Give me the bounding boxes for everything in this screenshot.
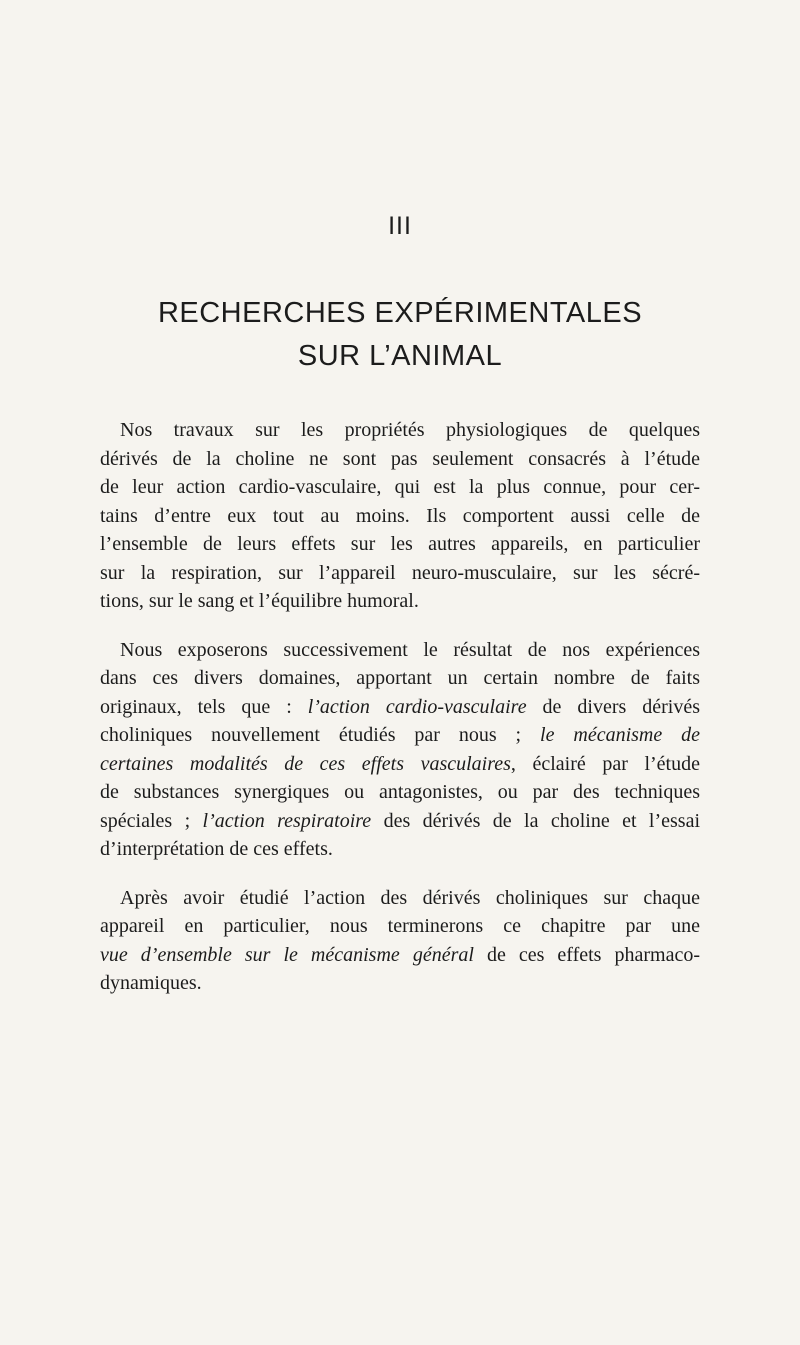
text-run: d’interprétation de ces effets. [100,838,333,860]
text-run: originaux, tels que : [100,695,308,718]
text-run: spéciales ; [100,809,203,832]
paragraph-1 [100,416,700,616]
text-run: Nous exposerons successivement le résultat de nos expériences [120,638,700,661]
text-line [100,778,700,807]
text-line [100,693,700,722]
chapter-number: III [388,212,412,240]
text-run: des dérivés de la choline et l’essai [371,809,700,832]
paragraph-3 [100,884,700,998]
text-run: sur la respiration, sur l’appareil neuro-musculaire, sur les sécré- [100,561,700,584]
text-run: Nos travaux sur les propriétés physiologiques de quelques [120,419,700,441]
text-run: tions, sur le sang et l’équilibre humoral. [100,590,419,612]
text-line [100,559,700,588]
text-run: de ces effets pharmaco- [473,943,701,966]
text-run: de divers dérivés [526,695,700,718]
text-line [100,807,700,836]
text-line [100,664,700,693]
text-line [100,636,700,665]
body-text [100,416,700,998]
text-line [100,750,700,779]
text-line [100,969,700,998]
text-line [100,721,700,750]
text-line [100,884,700,913]
text-line [100,530,700,559]
italic-phrase: certaines modalités de ces effets vasculaires [100,752,511,775]
text-line [100,835,700,864]
text-run: dans ces divers domaines, apportant un certain nombre de faits [100,667,700,689]
text-run: , éclairé par l’étude [510,752,700,775]
text-line [100,445,700,474]
text-line [100,473,700,502]
text-line [100,587,700,616]
text-run: choliniques nouvellement étudiés par nous ; [100,724,541,746]
chapter-title-line-2: SUR L’ANIMAL [297,340,503,372]
text-line [100,941,700,970]
text-line [100,502,700,531]
text-run: Après avoir étudié l’action des dérivés choliniques sur chaque [120,886,700,909]
text-run: de substances synergiques ou antagonistes, ou par des techniques [100,781,700,803]
italic-phrase: l’action cardio-vasculaire [307,695,527,718]
chapter-title [0,292,800,378]
text-run: l’ensemble de leurs effets sur les autres appareils, en particulier [100,533,700,555]
italic-phrase: le mécanisme de [540,724,701,746]
text-run: tains d’entre eux tout au moins. Ils comportent aussi celle de [100,504,700,527]
text-run: dérivés de la choline ne sont pas seulement consacrés à l’étude [100,447,700,470]
text-line [100,912,700,941]
chapter-title-line-1: RECHERCHES EXPÉRIMENTALES [157,297,643,329]
italic-phrase: l’action respiratoire [202,809,372,832]
italic-phrase: vue d’ensemble sur le mécanisme général [100,943,474,966]
text-line [100,416,700,445]
paragraph-2 [100,636,700,864]
text-run: de leur action cardio-vasculaire, qui est la plus connue, pour cer- [100,476,700,498]
text-run: appareil en particulier, nous terminerons ce chapitre par une [100,915,700,937]
text-run: dynamiques. [100,972,202,994]
